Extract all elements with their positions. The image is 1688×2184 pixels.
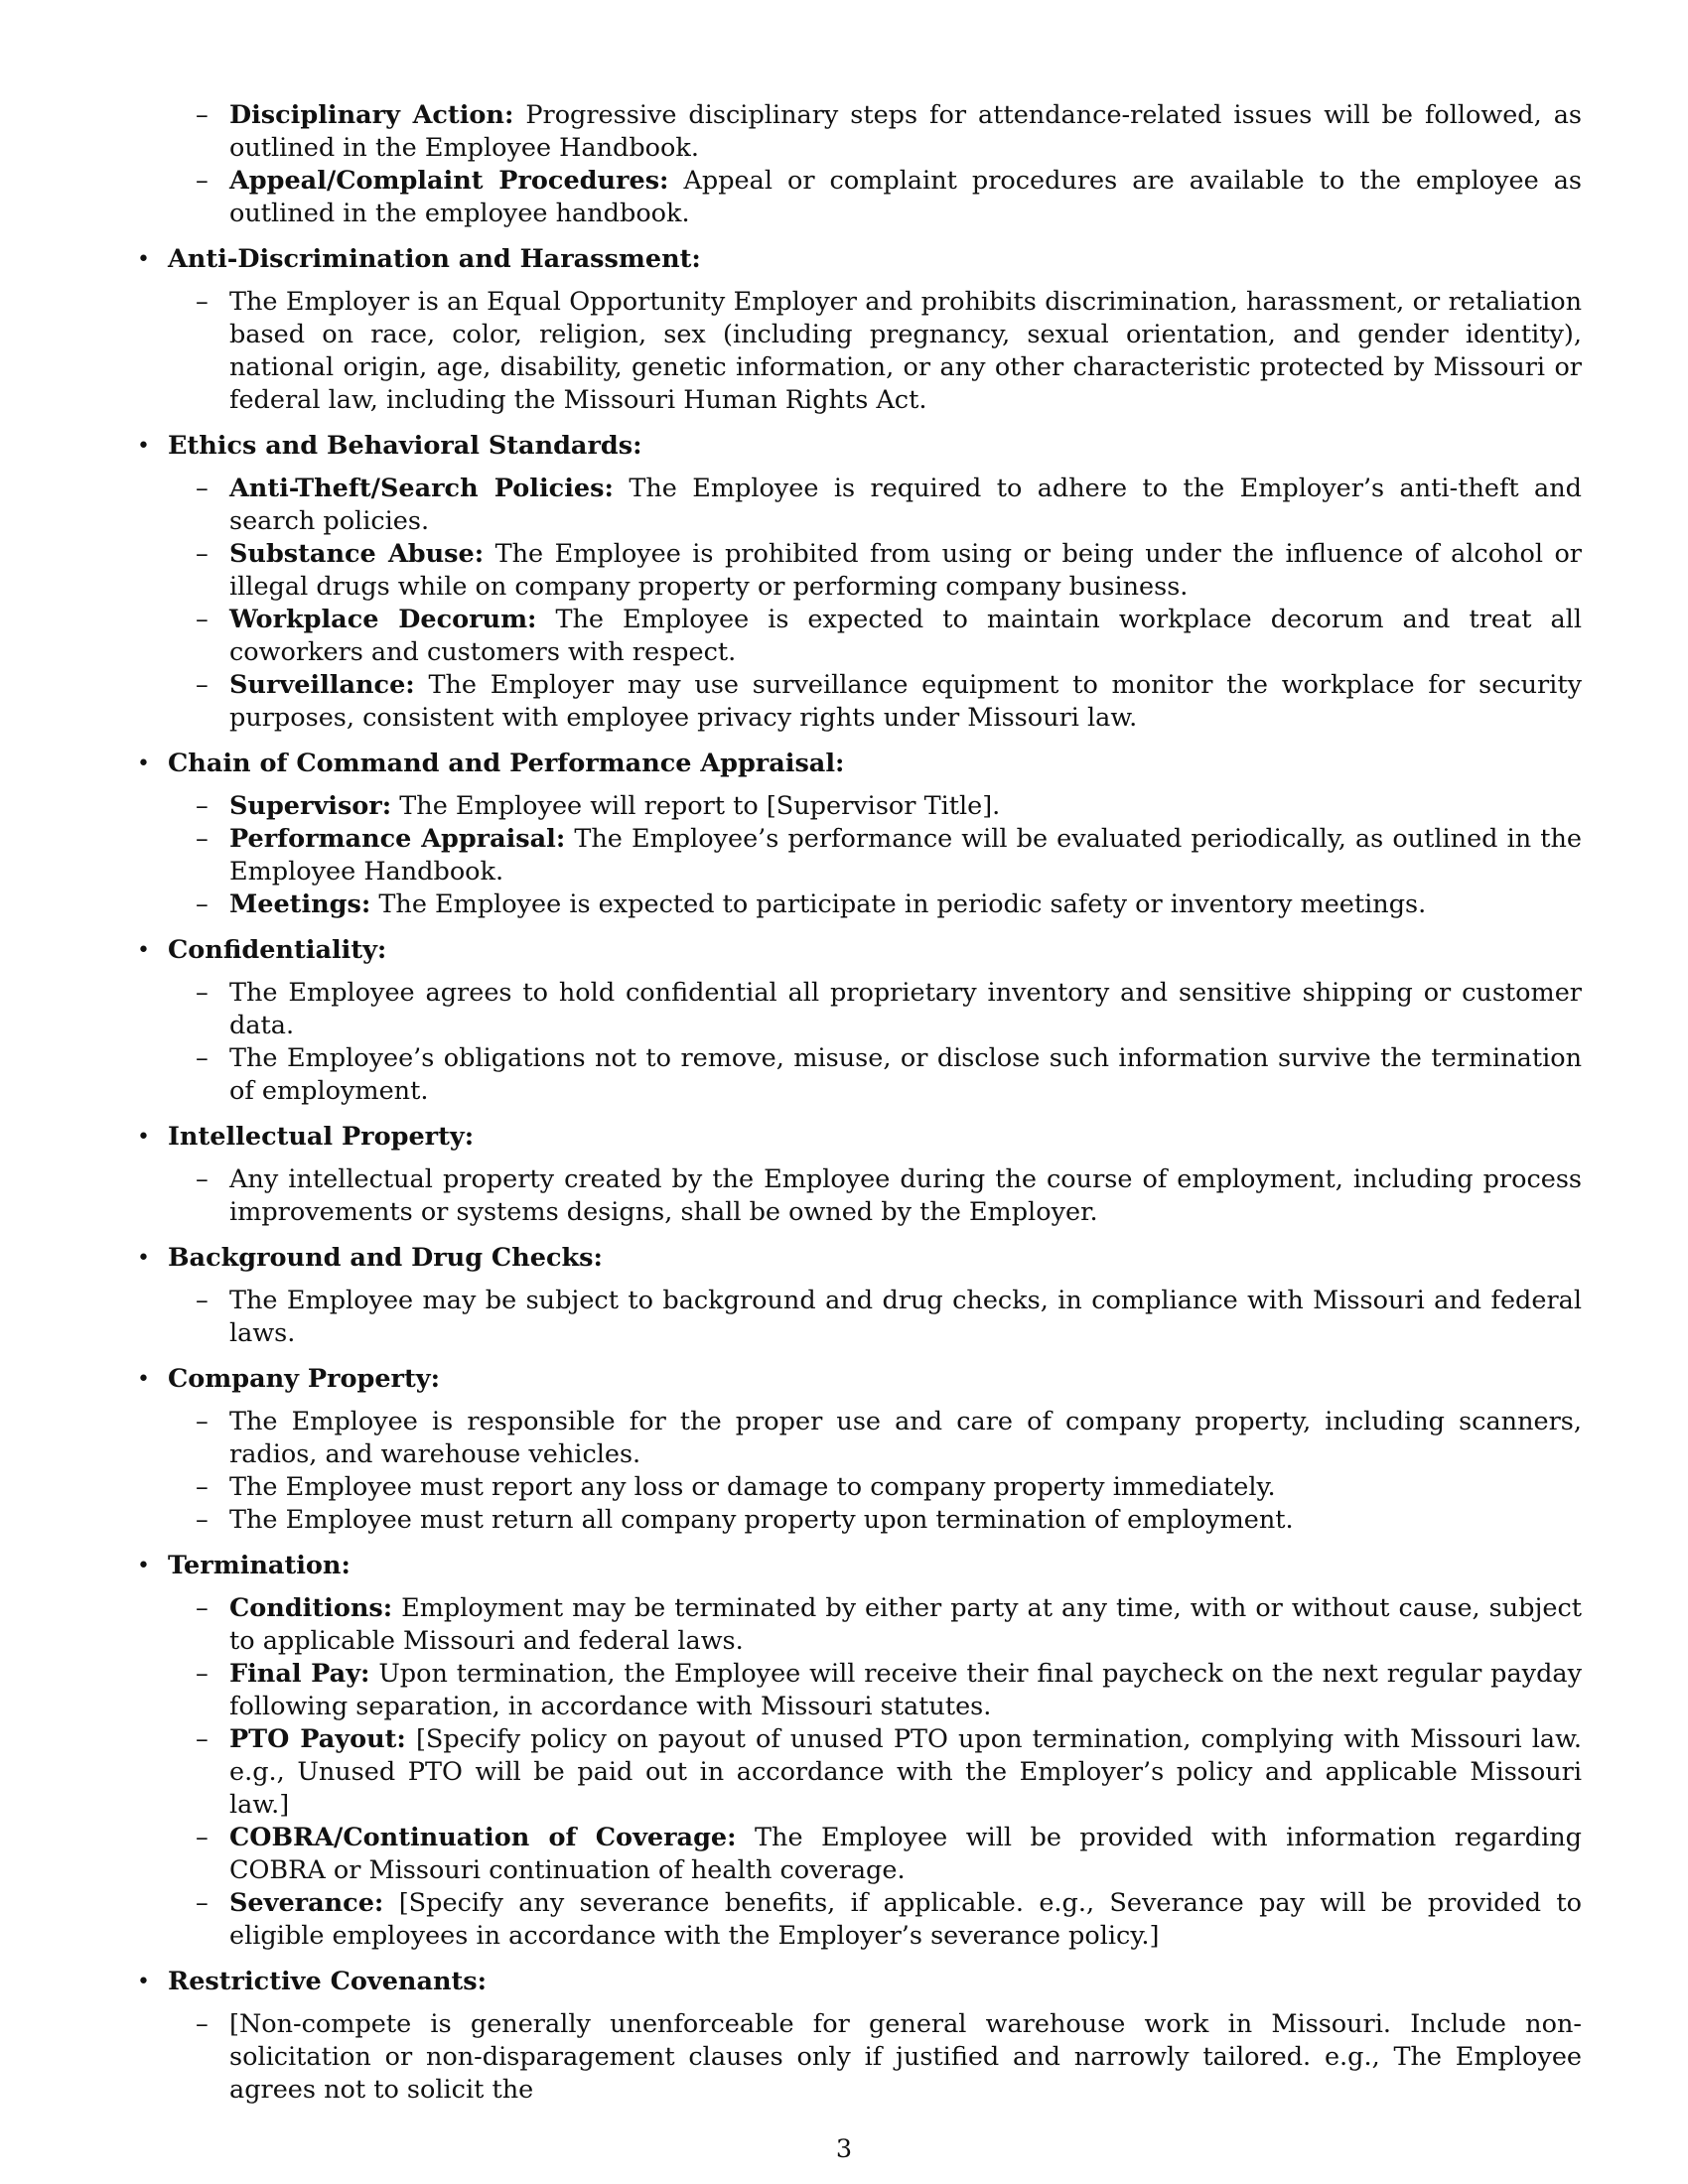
item-text: The Employee is prohibited from using or being under the influence of alcohol or illegal drugs while on company property or performing company business.	[229, 539, 1582, 602]
list-item	[168, 473, 1582, 538]
bullet-icon: •	[137, 247, 150, 272]
dash-icon: –	[196, 100, 209, 130]
dash-icon: –	[196, 978, 209, 1008]
item-text: Any intellectual property created by the Employee during the course of employment, including process improvements or systems designs, shall be owned by the Employer.	[229, 1164, 1582, 1227]
list-item	[168, 1723, 1582, 1822]
item-text: Progressive disciplinary steps for attendance-related issues will be followed, as outlined in the Employee Handbook.	[229, 100, 1582, 163]
list-item	[168, 165, 1582, 230]
item-text: Upon termination, the Employee will receive their final paycheck on the next regular payday following separation, in accordance with Missouri statutes.	[229, 1659, 1582, 1721]
bullet-icon: •	[137, 434, 150, 459]
item-term: PTO Payout:	[229, 1724, 406, 1754]
dash-icon: –	[196, 1724, 209, 1754]
item-term: Substance Abuse:	[229, 539, 485, 569]
section-title: Chain of Command and Performance Appraisal:	[168, 749, 845, 778]
dash-icon: –	[196, 1659, 209, 1689]
section	[132, 934, 1582, 1108]
item-text: The Employee is expected to participate in periodic safety or inventory meetings.	[378, 889, 1427, 919]
item-term: Anti-Theft/Search Policies:	[229, 474, 614, 503]
list-item	[168, 604, 1582, 669]
item-text: The Employee agrees to hold confidential all proprietary inventory and sensitive shipping or customer data.	[229, 978, 1582, 1040]
item-term: Meetings:	[229, 889, 371, 919]
section-title: Anti-Discrimination and Harassment:	[168, 244, 701, 274]
dash-icon: –	[196, 1472, 209, 1502]
item-text: The Employee is required to adhere to the Employer’s anti-theft and search policies.	[229, 474, 1583, 536]
section-list	[132, 99, 1582, 2107]
item-list	[168, 286, 1582, 417]
page-number: 3	[835, 2134, 853, 2164]
item-text: Employment may be terminated by either party at any time, with or without cause, subject to applicable Missouri and federal laws.	[229, 1593, 1582, 1656]
item-term: Surveillance:	[229, 670, 415, 700]
dash-icon: –	[196, 1505, 209, 1535]
bullet-icon: •	[137, 1246, 150, 1271]
bullet-icon: •	[137, 1554, 150, 1578]
item-term: Conditions:	[229, 1593, 393, 1623]
item-list	[168, 1592, 1582, 1953]
item-text: [Specify any severance benefits, if applicable. e.g., Severance pay will be provided to eligible employees in accordance with the Employer’s severance policy.]	[229, 1888, 1582, 1951]
item-term: Appeal/Complaint Procedures:	[229, 166, 669, 196]
item-text: The Employee may be subject to background and drug checks, in compliance with Missouri and federal laws.	[229, 1286, 1582, 1348]
dash-icon: –	[196, 605, 209, 634]
section-title: Ethics and Behavioral Standards:	[168, 431, 642, 461]
section	[132, 430, 1582, 735]
list-item	[168, 1504, 1582, 1537]
dash-icon: –	[196, 670, 209, 700]
dash-icon: –	[196, 166, 209, 196]
dash-icon: –	[196, 1164, 209, 1194]
dash-icon: –	[196, 889, 209, 919]
section-title: Intellectual Property:	[168, 1122, 475, 1152]
item-text: The Employee’s performance will be evaluated periodically, as outlined in the Employee Handbook.	[229, 824, 1582, 887]
list-item	[168, 1592, 1582, 1658]
list-item	[168, 888, 1582, 921]
dash-icon: –	[196, 1286, 209, 1315]
section	[132, 243, 1582, 417]
section	[132, 1966, 1582, 2107]
list-item	[168, 1471, 1582, 1504]
section	[132, 1363, 1582, 1537]
list-item	[168, 538, 1582, 604]
section	[132, 748, 1582, 921]
dash-icon: –	[196, 791, 209, 821]
item-term: Supervisor:	[229, 791, 392, 821]
item-term: Final Pay:	[229, 1659, 370, 1689]
item-text: The Employee will report to [Supervisor Title].	[399, 791, 1001, 821]
bullet-icon: •	[137, 1367, 150, 1392]
bullet-icon: •	[137, 938, 150, 963]
dash-icon: –	[196, 2009, 209, 2039]
dash-icon: –	[196, 1888, 209, 1918]
item-text: [Specify policy on payout of unused PTO upon termination, complying with Missouri law. e.g., Unused PTO will be paid out in accordance with the Employer’s policy and applicable Missouri law.]	[229, 1724, 1583, 1820]
list-item	[168, 977, 1582, 1042]
item-list	[168, 1163, 1582, 1229]
list-item	[168, 823, 1582, 888]
item-text: The Employee is responsible for the proper use and care of company property, including scanners, radios, and warehouse vehicles.	[229, 1407, 1582, 1469]
list-item	[168, 286, 1582, 417]
bullet-icon: •	[137, 1970, 150, 1994]
item-text: The Employee must report any loss or damage to company property immediately.	[229, 1472, 1276, 1502]
section-title: Confidentiality:	[168, 935, 387, 965]
dash-icon: –	[196, 474, 209, 503]
list-item	[168, 1163, 1582, 1229]
item-term: Severance:	[229, 1888, 384, 1918]
item-list	[168, 1285, 1582, 1350]
item-term: Workplace Decorum:	[229, 605, 537, 634]
item-term: Performance Appraisal:	[229, 824, 566, 854]
list-item	[168, 99, 1582, 165]
item-list	[168, 99, 1582, 230]
list-item	[168, 1042, 1582, 1108]
list-item	[168, 1285, 1582, 1350]
list-item	[168, 790, 1582, 823]
item-text: The Employer is an Equal Opportunity Employer and prohibits discrimination, harassment, or retaliation based on race, color, religion, sex (including pregnancy, sexual orientation, and gender identity), national origin, age, disability, genetic information, or any other characteristic protected by Missouri or federal law, including the Missouri Human Rights Act.	[229, 287, 1582, 415]
section	[132, 99, 1582, 230]
list-item	[168, 1887, 1582, 1953]
item-list	[168, 977, 1582, 1108]
item-text: The Employee must return all company property upon termination of employment.	[229, 1505, 1294, 1535]
item-list	[168, 790, 1582, 921]
item-term: Disciplinary Action:	[229, 100, 514, 130]
item-text: Appeal or complaint procedures are available to the employee as outlined in the employee handbook.	[229, 166, 1582, 228]
dash-icon: –	[196, 1823, 209, 1852]
list-item	[168, 669, 1582, 735]
dash-icon: –	[196, 1043, 209, 1073]
item-term: COBRA/Continuation of Coverage:	[229, 1823, 737, 1852]
item-list	[168, 473, 1582, 735]
item-text: The Employee’s obligations not to remove, misuse, or disclose such information survive the termination of employment.	[229, 1043, 1582, 1106]
item-text: The Employee will be provided with information regarding COBRA or Missouri continuation of health coverage.	[229, 1823, 1583, 1885]
section-title: Termination:	[168, 1551, 351, 1580]
dash-icon: –	[196, 539, 209, 569]
item-text: [Non-compete is generally unenforceable for general warehouse work in Missouri. Include non-solicitation or non-disparagement clauses only if justified and narrowly tailored. e.g., The Employee agrees not to solicit the	[229, 2009, 1582, 2105]
item-list	[168, 1406, 1582, 1537]
dash-icon: –	[196, 287, 209, 317]
item-list	[168, 2008, 1582, 2107]
list-item	[168, 1822, 1582, 1887]
section-title: Background and Drug Checks:	[168, 1243, 603, 1273]
dash-icon: –	[196, 1407, 209, 1436]
list-item	[168, 1406, 1582, 1471]
document-page	[132, 99, 1582, 2107]
section-title: Company Property:	[168, 1364, 440, 1394]
section	[132, 1121, 1582, 1229]
dash-icon: –	[196, 824, 209, 854]
bullet-icon: •	[137, 751, 150, 776]
section-title: Restrictive Covenants:	[168, 1967, 488, 1996]
list-item	[168, 1658, 1582, 1723]
list-item	[168, 2008, 1582, 2107]
item-text: The Employee is expected to maintain workplace decorum and treat all coworkers and customers with respect.	[229, 605, 1582, 667]
section	[132, 1550, 1582, 1953]
section	[132, 1242, 1582, 1350]
bullet-icon: •	[137, 1125, 150, 1150]
item-text: The Employer may use surveillance equipment to monitor the workplace for security purposes, consistent with employee privacy rights under Missouri law.	[229, 670, 1582, 733]
dash-icon: –	[196, 1593, 209, 1623]
